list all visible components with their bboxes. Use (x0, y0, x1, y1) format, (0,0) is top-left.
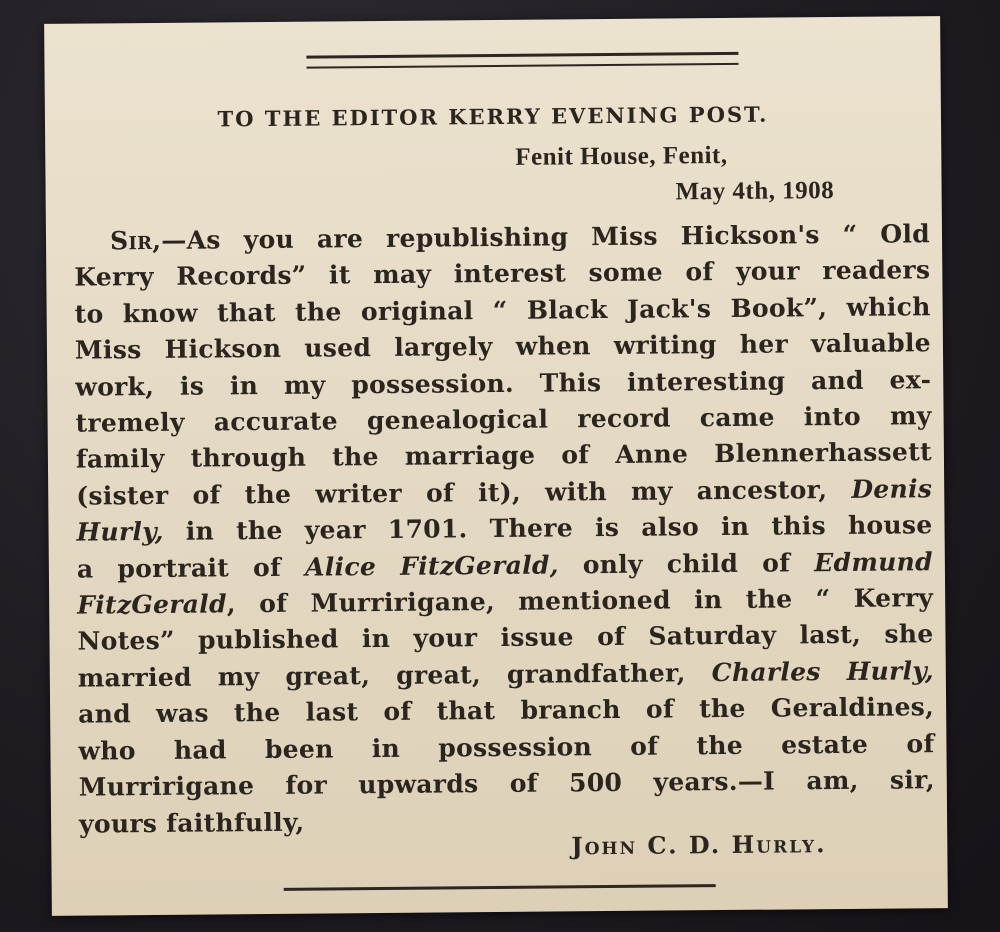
top-rule-thin (307, 63, 739, 68)
body-line: family through the marriage of Anne Blennerhassett (75, 437, 933, 475)
newspaper-clipping (44, 16, 948, 916)
letter-body (74, 216, 935, 842)
body-line: Sir,—As you are republishing Miss Hickson's “ Old (109, 219, 931, 256)
body-line: Murririgane for upwards of 500 years.—I am, sir, (78, 765, 935, 802)
body-line: Notes” published in your issue of Saturday last, she (77, 619, 934, 657)
body-line: Hurly, in the year 1701. There is also in this house (76, 510, 933, 547)
signature: John C. D. Hurly. (571, 829, 827, 861)
body-line: Kerry Records” it may interest some of your readers (74, 255, 931, 293)
salutation: Sir, (109, 225, 162, 256)
dateline-place: Fenit House, Fenit, (515, 141, 728, 171)
bottom-rule (284, 884, 716, 891)
body-line: tremely accurate genealogical record came into my (75, 401, 932, 438)
body-line: (sister of the writer of it), with my ancestor, Denis (76, 474, 933, 511)
letter-heading: TO THE EDITOR KERRY EVENING POST. (217, 101, 769, 132)
body-line: to know that the original “ Black Jack's Book”, which (74, 292, 931, 329)
body-line: a portrait of Alice FitzGerald, only child of Edmund (76, 546, 933, 584)
body-line: yours faithfully, (78, 807, 305, 839)
body-line: Miss Hickson used largely when writing her valuable (74, 328, 932, 365)
body-line: and was the last of that branch of the Geraldines, (78, 692, 935, 729)
top-rule (306, 52, 738, 59)
body-line: married my great, great, grandfather, Charles Hurly, (77, 656, 934, 693)
body-line: work, is in my possession. This interesting and ex- (75, 364, 932, 402)
body-line: FitzGerald, of Murririgane, mentioned in the “ Kerry (77, 583, 934, 620)
dateline-date: May 4th, 1908 (675, 177, 835, 206)
body-line: who had been in possession of the estate of (78, 728, 935, 766)
